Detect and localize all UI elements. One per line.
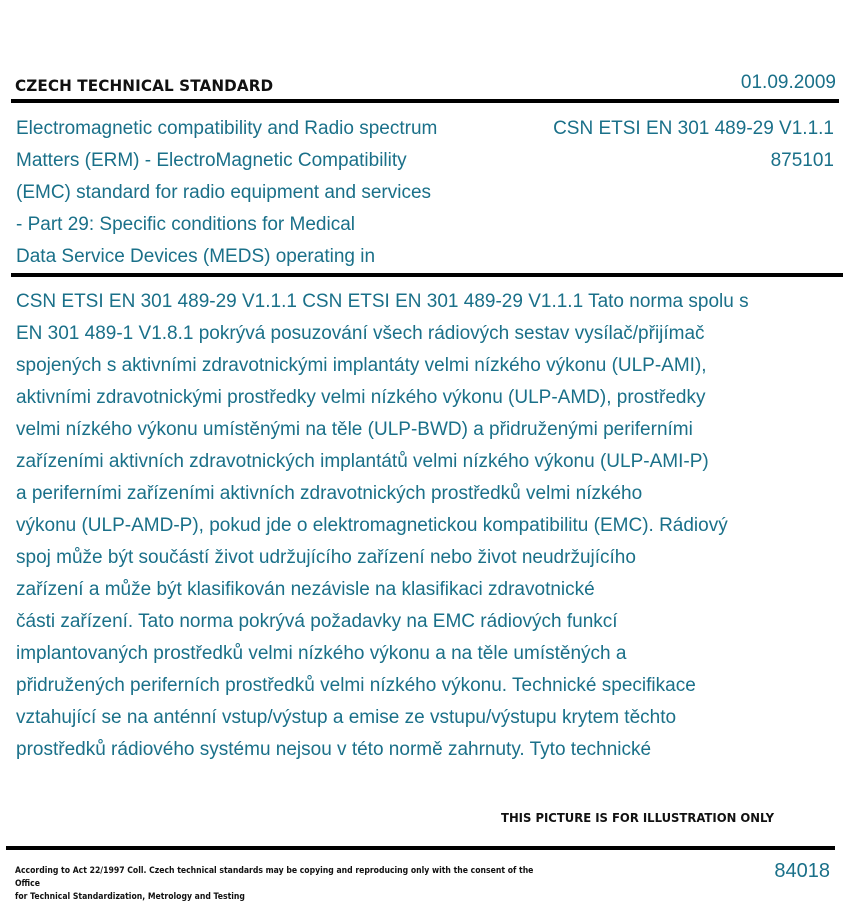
standard-code: 875101 — [770, 150, 834, 171]
abstract-line: výkonu (ULP-AMD-P), pokud jde o elektromagnetickou kompatibilitu (EMC). Rádiový — [16, 515, 728, 536]
abstract-line: velmi nízkého výkonu umístěnými na těle (ULP-BWD) a přidruženými periferními — [16, 419, 693, 440]
publication-date: 01.09.2009 — [740, 72, 836, 93]
abstract-line: spojených s aktivními zdravotnickými implantáty velmi nízkého výkonu (ULP-AMI), — [16, 355, 707, 376]
copyright-line: According to Act 22/1997 Coll. Czech technical standards may be copying and reproducing only with the consent of the Office — [15, 865, 534, 888]
abstract-line: CSN ETSI EN 301 489-29 V1.1.1 CSN ETSI EN 301 489-29 V1.1.1 Tato norma spolu s — [16, 291, 749, 312]
abstract-line: EN 301 489-1 V1.8.1 pokrývá posuzování všech rádiových sestav vysílač/přijímač — [16, 323, 705, 344]
abstract-line: zařízení a může být klasifikován nezávisle na klasifikaci zdravotnické — [16, 579, 595, 600]
abstract-line: a periferními zařízeními aktivních zdravotnických prostředků velmi nízkého — [16, 483, 643, 504]
title-line: Matters (ERM) - ElectroMagnetic Compatibility — [16, 150, 407, 171]
title-line: (EMC) standard for radio equipment and services — [16, 182, 432, 203]
copyright-line: for Technical Standardization, Metrology and Testing — [15, 891, 245, 901]
illustration-notice: THIS PICTURE IS FOR ILLUSTRATION ONLY — [501, 811, 775, 825]
abstract-line: prostředků rádiového systému nejsou v této normě zahrnuty. Tyto technické — [16, 739, 652, 760]
title-line: Data Service Devices (MEDS) operating in — [16, 246, 376, 267]
abstract-line: aktivními zdravotnickými prostředky velmi nízkého výkonu (ULP-AMD), prostředky — [16, 387, 706, 408]
abstract-line: spoj může být součástí život udržujícího zařízení nebo život neudržujícího — [16, 547, 636, 568]
abstract-line: implantovaných prostředků velmi nízkého výkonu a na těle umístěných a — [16, 643, 627, 664]
title-line: - Part 29: Specific conditions for Medical — [16, 214, 355, 235]
abstract-line: přidružených periferních prostředků velmi nízkého výkonu. Technické specifikace — [16, 675, 696, 696]
standard-abstract — [16, 286, 865, 766]
title-line: Electromagnetic compatibility and Radio spectrum — [16, 118, 438, 139]
header-title: CZECH TECHNICAL STANDARD — [15, 76, 274, 95]
standard-id: CSN ETSI EN 301 489-29 V1.1.1 — [553, 118, 834, 139]
abstract-line: části zařízení. Tato norma pokrývá požadavky na EMC rádiových funkcí — [16, 611, 618, 632]
header-divider — [11, 99, 839, 103]
title-divider — [11, 273, 843, 277]
standard-title — [16, 113, 506, 273]
footer-divider — [6, 846, 835, 850]
abstract-line: vztahující se na anténní vstup/výstup a emise ze vstupu/výstupu krytem těchto — [16, 707, 677, 728]
footer-code: 84018 — [774, 860, 830, 882]
abstract-line: zařízeními aktivních zdravotnických implantátů velmi nízkého výkonu (ULP-AMI-P) — [16, 451, 709, 472]
copyright-note — [15, 864, 539, 903]
